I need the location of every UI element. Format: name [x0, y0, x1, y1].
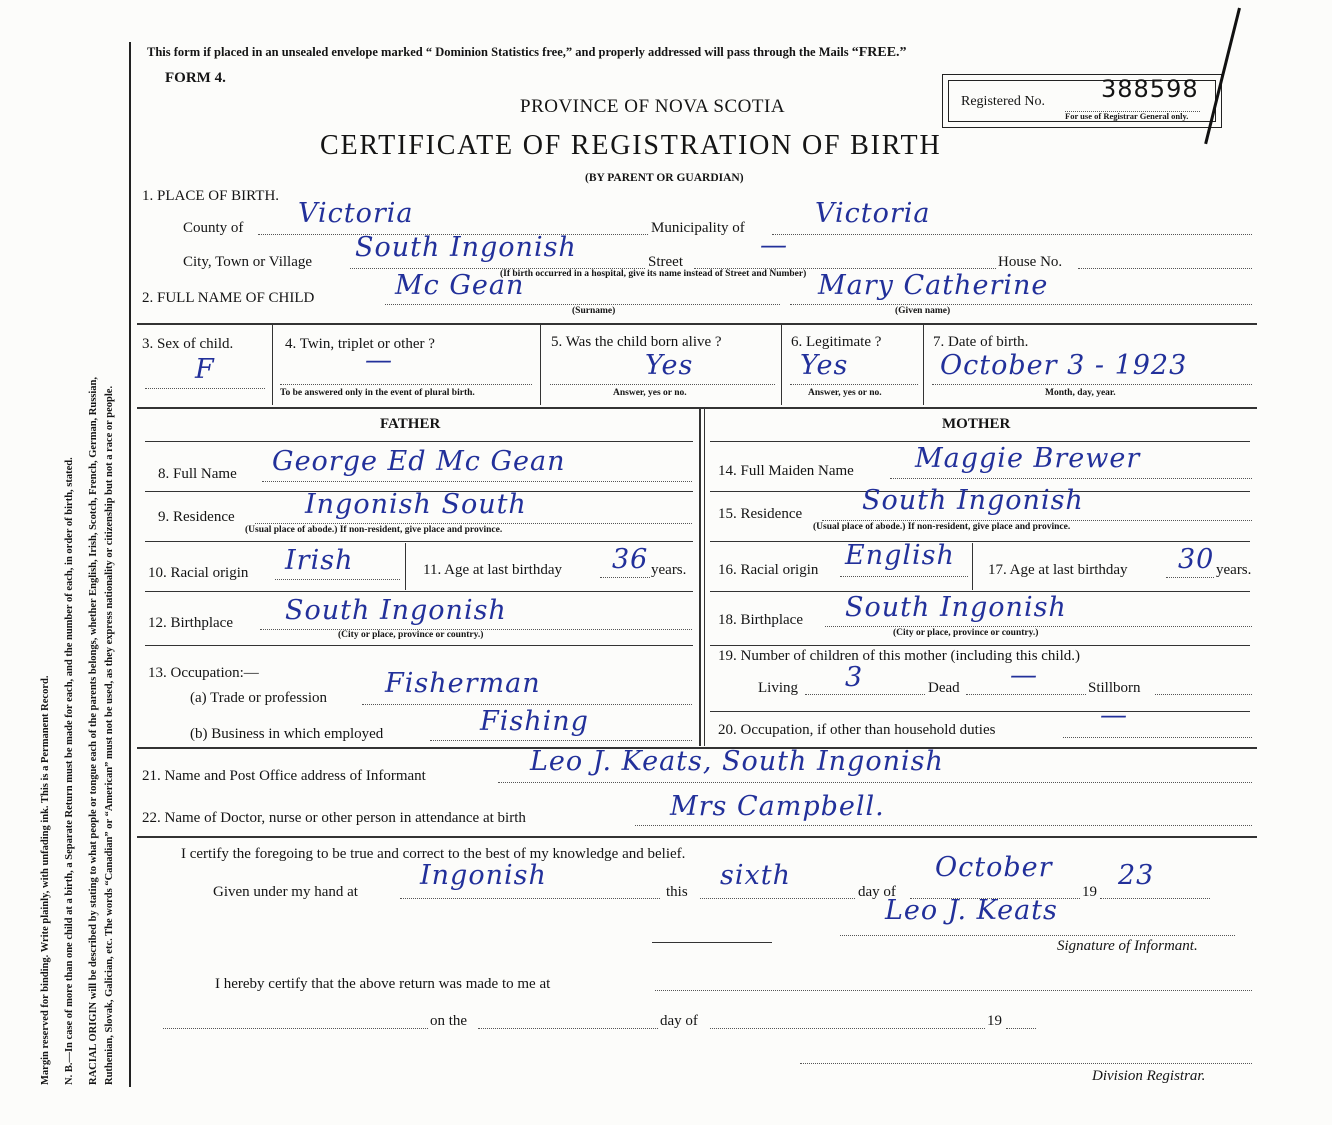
dob-value: October 3 - 1923 — [940, 350, 1188, 381]
legitimate-label: 6. Legitimate ? — [791, 334, 882, 350]
registrar-certify-label: I hereby certify that the above return was made to me at — [215, 976, 551, 992]
given-day-value: sixth — [720, 860, 791, 891]
on-the-label: on the — [430, 1013, 468, 1029]
given-year-value: 23 — [1118, 860, 1155, 891]
page-title: CERTIFICATE OF REGISTRATION OF BIRTH — [320, 130, 942, 161]
father-residence-note: (Usual place of abode.) If non-resident, give place and province. — [245, 525, 503, 535]
trade-label: (a) Trade or profession — [190, 690, 328, 706]
registered-number: 388598 — [1101, 75, 1199, 103]
this-label: this — [666, 884, 688, 900]
province-heading: PROVINCE OF NOVA SCOTIA — [520, 96, 786, 117]
full-name-label: 2. FULL NAME OF CHILD — [142, 290, 315, 306]
place-of-birth-label: 1. PLACE OF BIRTH. — [142, 188, 280, 204]
father-birthplace-note: (City or place, province or country.) — [338, 630, 484, 640]
subtitle: (BY PARENT OR GUARDIAN) — [585, 172, 744, 184]
given-name-caption: (Given name) — [895, 306, 951, 316]
year-2-prefix: 19 — [987, 1013, 1002, 1029]
mother-occupation-value: — — [1100, 700, 1128, 731]
registrar-only-note: For use of Registrar General only. — [1065, 111, 1189, 121]
given-at-label: Given under my hand at — [213, 884, 358, 900]
certify-statement: I certify the foregoing to be true and correct to the best of my knowledge and belief. — [181, 846, 686, 862]
given-name-value: Mary Catherine — [818, 270, 1049, 301]
surname-value: Mc Gean — [395, 270, 525, 301]
mother-residence-value: South Ingonish — [862, 485, 1084, 516]
county-label: County of — [183, 220, 244, 236]
father-name-value: George Ed Mc Gean — [272, 446, 566, 477]
dead-value: — — [1010, 660, 1038, 691]
living-value: 3 — [845, 662, 864, 693]
father-name-label: 8. Full Name — [158, 466, 237, 482]
father-residence-label: 9. Residence — [158, 509, 235, 525]
mother-age-value: 30 — [1178, 544, 1215, 575]
father-birthplace-label: 12. Birthplace — [148, 615, 233, 631]
signature-caption: Signature of Informant. — [1057, 938, 1198, 954]
house-no-label: House No. — [998, 254, 1063, 270]
margin-note-nb: N. B.—In case of more than one child at a birth, a Separate Return must be made for each, and the number of each, in order of birth, stated. — [64, 457, 75, 1085]
living-label: Living — [758, 680, 798, 696]
twin-note: To be answered only in the event of plural birth. — [280, 388, 475, 398]
doctor-value: Mrs Campbell. — [670, 791, 885, 822]
mother-birthplace-value: South Ingonish — [845, 592, 1067, 623]
hospital-note: (If birth occurred in a hospital, give its name instead of Street and Number) — [500, 269, 807, 279]
mother-age-years: years. — [1216, 562, 1252, 578]
dob-label: 7. Date of birth. — [933, 334, 1029, 350]
business-label: (b) Business in which employed — [190, 726, 384, 742]
occupation-label: 13. Occupation:— — [148, 665, 259, 681]
division-registrar-caption: Division Registrar. — [1092, 1068, 1206, 1084]
stillborn-label: Stillborn — [1088, 680, 1141, 696]
children-label: 19. Number of children of this mother (including this child.) — [718, 648, 1081, 664]
doctor-label: 22. Name of Doctor, nurse or other person in attendance at birth — [142, 810, 526, 826]
registered-box — [942, 74, 1222, 128]
mother-name-label: 14. Full Maiden Name — [718, 463, 854, 479]
street-value: — — [760, 230, 788, 261]
father-race-label: 10. Racial origin — [148, 565, 249, 581]
father-race-value: Irish — [285, 545, 354, 576]
mother-name-value: Maggie Brewer — [915, 443, 1141, 474]
street-label: Street — [648, 254, 683, 270]
alive-label: 5. Was the child born alive ? — [551, 334, 722, 350]
surname-caption: (Surname) — [572, 306, 616, 316]
informant-signature: Leo J. Keats — [885, 895, 1058, 926]
day-of-label: day of — [858, 884, 896, 900]
margin-note-racial-1: RACIAL ORIGIN will be described by stating to what people or tongue each of the parents belongs, whether English, Irish, Scotch, French, German, Russian, — [88, 376, 99, 1085]
father-age-label: 11. Age at last birthday — [423, 562, 562, 578]
mother-race-value: English — [845, 540, 955, 571]
form-label: FORM 4. — [165, 70, 226, 86]
mother-birthplace-note: (City or place, province or country.) — [893, 628, 1039, 638]
business-value: Fishing — [480, 706, 589, 737]
sex-label: 3. Sex of child. — [142, 336, 234, 352]
city-label: City, Town or Village — [183, 254, 313, 270]
twin-label: 4. Twin, triplet or other ? — [285, 336, 435, 352]
legitimate-value: Yes — [800, 350, 849, 381]
father-residence-value: Ingonish South — [305, 489, 527, 520]
father-heading: FATHER — [380, 416, 441, 432]
informant-label: 21. Name and Post Office address of Informant — [142, 768, 426, 784]
margin-note-racial-2: Ruthenian, Slovak, Galician, etc. The words “Canadian” or “American” must not be used, as they express nationality or citizenship but not a race or people. — [104, 385, 115, 1085]
mother-occupation-label: 20. Occupation, if other than household duties — [718, 722, 996, 738]
given-month-value: October — [935, 852, 1053, 883]
dead-label: Dead — [928, 680, 960, 696]
mother-birthplace-label: 18. Birthplace — [718, 612, 803, 628]
mother-residence-note: (Usual place of abode.) If non-resident, give place and province. — [813, 522, 1071, 532]
twin-value: — — [365, 345, 393, 376]
day-of-2-label: day of — [660, 1013, 698, 1029]
municipality-label: Municipality of — [651, 220, 745, 236]
given-place-value: Ingonish — [420, 860, 547, 891]
father-birthplace-value: South Ingonish — [285, 595, 507, 626]
mother-residence-label: 15. Residence — [718, 506, 803, 522]
binding-margin-line — [129, 42, 131, 1087]
mother-race-label: 16. Racial origin — [718, 562, 819, 578]
municipality-value: Victoria — [815, 198, 931, 229]
father-age-years: years. — [651, 562, 687, 578]
registered-label: Registered No. — [961, 94, 1045, 109]
trade-value: Fisherman — [385, 668, 541, 699]
father-age-value: 36 — [612, 544, 649, 575]
dob-note: Month, day, year. — [1045, 388, 1116, 398]
legitimate-answer-note: Answer, yes or no. — [808, 388, 882, 398]
mother-heading: MOTHER — [942, 416, 1011, 432]
county-value: Victoria — [298, 198, 414, 229]
year-prefix: 19 — [1082, 884, 1097, 900]
sex-value: F — [195, 354, 215, 385]
mother-age-label: 17. Age at last birthday — [988, 562, 1128, 578]
mail-notice: This form if placed in an unsealed envelope marked “ Dominion Statistics free,” and properly addressed will pass through the Mails “FREE.” — [147, 45, 907, 60]
alive-value: Yes — [645, 350, 694, 381]
alive-answer-note: Answer, yes or no. — [613, 388, 687, 398]
informant-value: Leo J. Keats, South Ingonish — [530, 746, 944, 777]
margin-note-binding: Margin reserved for binding. Write plainly, with unfading ink. This is a Permanent Record. — [40, 675, 51, 1085]
city-value: South Ingonish — [355, 232, 577, 263]
